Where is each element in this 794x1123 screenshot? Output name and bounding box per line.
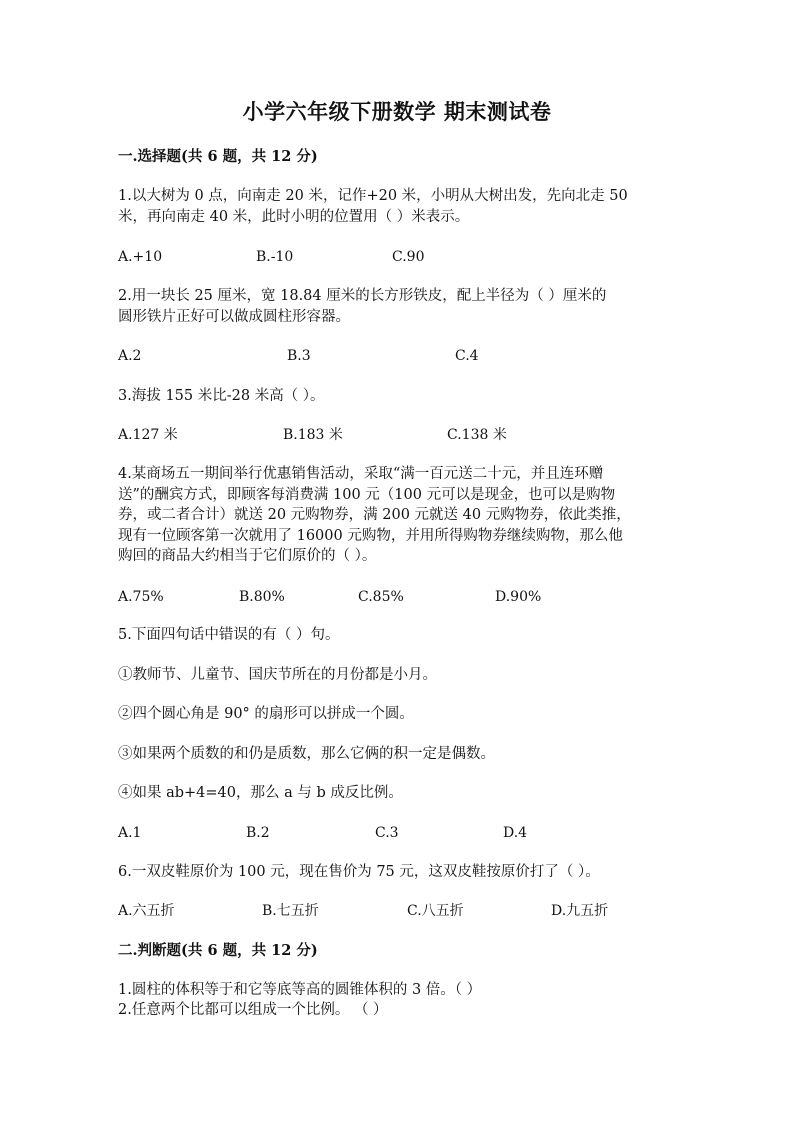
question-5-option-d: D.4: [503, 825, 528, 841]
question-1-line-1: 1.以大树为 0 点，向南走 20 米，记作+20 米，小明从大树出发，先向北走 50: [118, 188, 628, 204]
question-4-line-2: 送”的酬宾方式，即顾客每消费满 100 元（100 元可以是现金，也可以是购物: [118, 487, 616, 503]
question-3-line-1: 3.海拔 155 米比-28 米高（ ）。: [118, 388, 325, 404]
question-2-line-1: 2.用一块长 25 厘米，宽 18.84 厘米的长方形铁皮，配上半径为（ ）厘米的: [118, 288, 607, 304]
question-3-option-c: C.138 米: [447, 427, 507, 443]
question-5-statement-3: ③如果两个质数的和仍是质数，那么它俩的积一定是偶数。: [118, 746, 495, 762]
question-6-line-1: 6.一双皮鞋原价为 100 元，现在售价为 75 元，这双皮鞋按原价打了（ ）。: [118, 864, 600, 880]
judgment-question-2: 2.任意两个比都可以组成一个比例。 （ ）: [118, 1002, 388, 1018]
question-4-option-a: A.75%: [118, 589, 164, 605]
question-5-option-c: C.3: [375, 825, 399, 841]
question-4-option-d: D.90%: [495, 589, 542, 605]
question-4-option-c: C.85%: [358, 589, 404, 605]
judgment-question-1: 1.圆柱的体积等于和它等底等高的圆锥体积的 3 倍。（ ）: [118, 982, 482, 998]
question-4-line-5: 购回的商品大约相当于它们原价的（ ）。: [118, 548, 377, 564]
question-4-line-3: 券，或二者合计）就送 20 元购物券，满 200 元就送 40 元购物券，依此类推，: [118, 507, 631, 523]
question-1-line-2: 米，再向南走 40 米，此时小明的位置用（ ）米表示。: [118, 209, 470, 225]
question-5-option-a: A.1: [118, 825, 142, 841]
question-4-line-4: 现有一位顾客第一次就用了 16000 元购物，并用所得购物券继续购物，那么他: [118, 528, 623, 544]
question-5-statement-2: ②四个圆心角是 90° 的扇形可以拼成一个圆。: [118, 706, 414, 722]
question-5-option-b: B.2: [246, 825, 270, 841]
question-2-line-2: 圆形铁片正好可以做成圆柱形容器。: [118, 309, 350, 325]
question-4-line-1: 4.某商场五一期间举行优惠销售活动，采取“满一百元送二十元，并且连环赠: [118, 466, 604, 482]
question-1-option-c: C.90: [392, 249, 425, 265]
question-6-option-a: A.六五折: [118, 903, 175, 919]
question-2-option-a: A.2: [118, 348, 142, 364]
section-heading-judgment: 二.判断题(共 6 题，共 12 分): [118, 942, 318, 959]
section-heading-choice: 一.选择题(共 6 题，共 12 分): [118, 148, 318, 165]
question-6-option-b: B.七五折: [262, 903, 319, 919]
question-5-statement-4: ④如果 ab+4=40，那么 a 与 b 成反比例。: [118, 785, 403, 801]
page-title: 小学六年级下册数学 期末测试卷: [242, 99, 552, 124]
question-2-option-b: B.3: [287, 348, 311, 364]
question-1-option-b: B.-10: [256, 249, 294, 265]
question-5-statement-1: ①教师节、儿童节、国庆节所在的月份都是小月。: [118, 667, 437, 683]
question-5-line-1: 5.下面四句话中错误的有（ ）句。: [118, 627, 340, 643]
question-6-option-d: D.九五折: [551, 903, 609, 919]
question-4-option-b: B.80%: [239, 589, 285, 605]
question-6-option-c: C.八五折: [407, 903, 464, 919]
question-1-option-a: A.+10: [118, 249, 163, 265]
question-3-option-b: B.183 米: [283, 427, 343, 443]
question-2-option-c: C.4: [455, 348, 479, 364]
question-3-option-a: A.127 米: [118, 427, 178, 443]
